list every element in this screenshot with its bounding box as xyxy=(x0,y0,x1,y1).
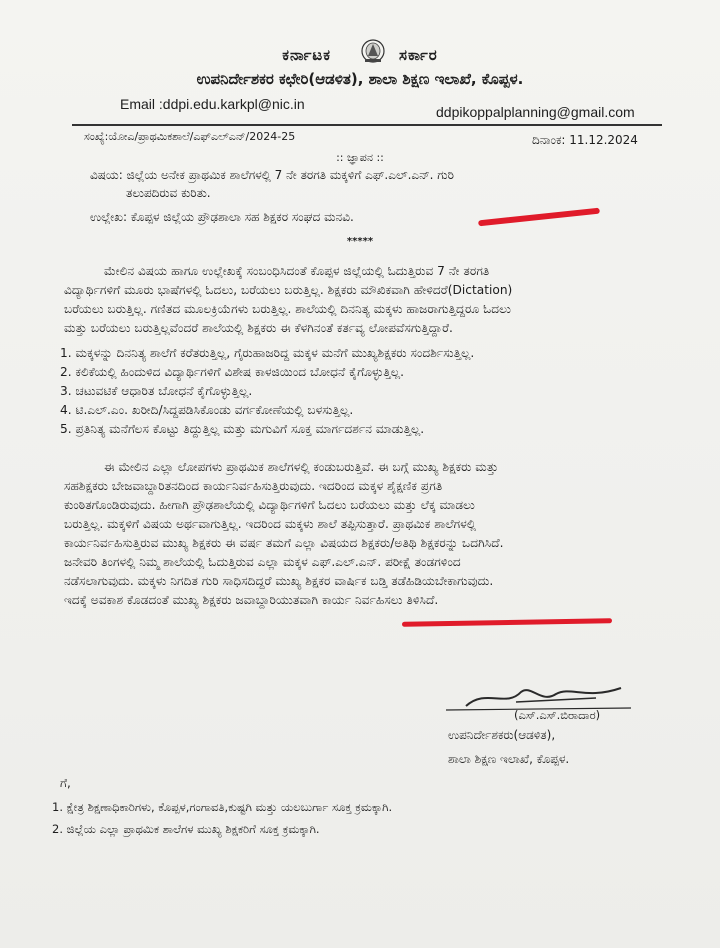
paragraph-line: ಇದಕ್ಕೆ ಅವಕಾಶ ಕೊಡದಂತೆ ಮುಖ್ಯ ಶಿಕ್ಷಕರು ಜವಾಬ್ದಾರಿಯುತವಾಗಿ ಕಾರ್ಯ ನಿರ್ವಹಿಸಲು ತಿಳಿಸಿದೆ. xyxy=(64,593,439,607)
copy-to-item: 2. ಜಿಲ್ಲೆಯ ಎಲ್ಲಾ ಪ್ರಾಥಮಿಕ ಶಾಲೆಗಳ ಮುಖ್ಯ ಶಿಕ್ಷಕರಿಗೆ ಸೂಕ್ತ ಕ್ರಮಕ್ಕಾಗಿ. xyxy=(52,822,320,836)
list-item: 4. ಟಿ.ಎಲ್.ಎಂ. ಖರೀದಿ/ಸಿದ್ದಪಡಿಸಿಕೊಂಡು ವರ್ಗಕೋಣೆಯಲ್ಲಿ ಬಳಸುತ್ತಿಲ್ಲ. xyxy=(60,403,354,417)
paragraph-line: ಕಾರ್ಯನಿರ್ವಹಿಸುತ್ತಿರುವ ಮುಖ್ಯ ಶಿಕ್ಷಕರು ಈ ವರ್ಷ ತಮಗೆ ಎಲ್ಲಾ ವಿಷಯದ ಶಿಕ್ಷಕರು/ಅತಿಥಿ ಶಿಕ್ಷಕರನ್ನು ಒದಗಿಸಿದೆ. xyxy=(64,536,504,550)
document-date: ದಿನಾಂಕ: 11.12.2024 xyxy=(532,133,638,147)
red-underline-mark xyxy=(402,618,612,627)
paragraph-line: ಜನೇವರಿ ತಿಂಗಳಲ್ಲಿ ನಿಮ್ಮ ಶಾಲೆಯಲ್ಲಿ ಓದುತ್ತಿರುವ ಎಲ್ಲಾ ಮಕ್ಕಳ ಎಫ್.ಎಲ್.ಎನ್. ಪರೀಕ್ಷೆ ತಂಡಗಳಿಂದ xyxy=(64,555,461,569)
paragraph-line: ಬರುತ್ತಿಲ್ಲ. ಮಕ್ಕಳಿಗೆ ವಿಷಯ ಅರ್ಥವಾಗುತ್ತಿಲ್ಲ. ಇದರಿಂದ ಮಕ್ಕಳು ಶಾಲೆ ತಪ್ಪಿಸುತ್ತಾರೆ. ಪ್ರಾಥಮಿಕ ಶಾಲೆಗಳಲ್ಲಿ xyxy=(64,517,477,531)
list-item: 5. ಪ್ರತಿನಿತ್ಯ ಮನೆಗೆಲಸ ಕೊಟ್ಟು ತಿದ್ದುತ್ತಿಲ್ಲ ಮತ್ತು ಮಗುವಿಗೆ ಸೂಕ್ತ ಮಾರ್ಗದರ್ಶನ ಮಾಡುತ್ತಿಲ್ಲ. xyxy=(60,422,425,436)
copy-to-item: 1. ಕ್ಷೇತ್ರ ಶಿಕ್ಷಣಾಧಿಕಾರಿಗಳು, ಕೊಪ್ಪಳ,ಗಂಗಾವತಿ,ಕುಷ್ಟಗಿ ಮತ್ತು ಯಲಬುರ್ಗಾ ಸೂಕ್ತ ಕ್ರಮಕ್ಕಾಗಿ. xyxy=(52,800,393,814)
list-item: 1. ಮಕ್ಕಳನ್ನು ದಿನನಿತ್ಯ ಶಾಲೆಗೆ ಕರೆತರುತ್ತಿಲ್ಲ, ಗೈರುಹಾಜರಿದ್ದ ಮಕ್ಕಳ ಮನೆಗೆ ಮುಖ್ಯಶಿಕ್ಷಕರು ಸಂದರ್ಶಿಸುತ್ತಿಲ್ಲ. xyxy=(60,346,475,360)
paragraph-line: ಈ ಮೇಲಿನ ಎಲ್ಲಾ ಲೋಪಗಳು ಪ್ರಾಥಮಿಕ ಶಾಲೆಗಳಲ್ಲಿ ಕಂಡುಬರುತ್ತಿವೆ. ಈ ಬಗ್ಗೆ ಮುಖ್ಯ ಶಿಕ್ಷಕರು ಮತ್ತು xyxy=(104,460,499,474)
paragraph-line: ಸಹಶಿಕ್ಷಕರು ಬೇಜವಾಬ್ದಾರಿತನದಿಂದ ಕಾರ್ಯನಿರ್ವಹಿಸುತ್ತಿರುವುದು. ಇದರಿಂದ ಮಕ್ಕಳ ಶೈಕ್ಷಣಿಕ ಪ್ರಗತಿ xyxy=(64,479,443,493)
paragraph-main xyxy=(64,458,674,610)
signatory-name: (ಎಸ್.ಎಸ್.ಬಿರಾದಾರ) xyxy=(514,708,601,722)
header-divider xyxy=(72,124,662,126)
copy-to-label: ಗೆ, xyxy=(60,776,71,790)
email-planning: ddpikoppalplanning@gmail.com xyxy=(436,104,635,120)
reference-line: ಉಲ್ಲೇಖ: ಕೊಪ್ಪಳ ಜಿಲ್ಲೆಯ ಪ್ರೌಢಶಾಲಾ ಸಹ ಶಿಕ್ಷಕರ ಸಂಘದ ಮನವಿ. xyxy=(90,210,354,224)
memo-heading: :: ಜ್ಞಾಪನ :: xyxy=(336,151,384,164)
paragraph-intro xyxy=(64,262,674,338)
sarkara-label: ಸರ್ಕಾರ xyxy=(398,46,438,64)
signatory-department: ಶಾಲಾ ಶಿಕ್ಷಣ ಇಲಾಖೆ, ಕೊಪ್ಪಳ. xyxy=(448,752,570,766)
email-official: Email :ddpi.edu.karkpl@nic.in xyxy=(120,96,305,112)
signatory-designation: ಉಪನಿರ್ದೇಶಕರು(ಆಡಳಿತ), xyxy=(448,728,556,742)
red-highlight-mark xyxy=(478,208,600,227)
paragraph-line: ವಿದ್ಯಾರ್ಥಿಗಳಿಗೆ ಮೂರು ಭಾಷೆಗಳಲ್ಲಿ ಓದಲು, ಬರೆಯಲು ಬರುತ್ತಿಲ್ಲ. ಶಿಕ್ಷಕರು ಮೌಖಿಕವಾಗಿ ಹೇಳಿದರೆ(Dictation) xyxy=(64,283,513,297)
paragraph-line: ಕುಂಠಿತಗೊಂಡಿರುವುದು. ಹೀಗಾಗಿ ಪ್ರೌಢಶಾಲೆಯಲ್ಲಿ ವಿದ್ಯಾರ್ಥಿಗಳಿಗೆ ಓದಲು ಬರೆಯಲು ಮತ್ತು ಲೆಕ್ಕ ಮಾಡಲು xyxy=(64,498,475,512)
subject-line-2: ತಲುಪದಿರುವ ಕುರಿತು. xyxy=(126,186,211,200)
list-item: 3. ಚಟುವಟಿಕೆ ಆಧಾರಿತ ಬೋಧನೆ ಕೈಗೊಳ್ಳುತ್ತಿಲ್ಲ. xyxy=(60,384,253,398)
paragraph-line: ಮೇಲಿನ ವಿಷಯ ಹಾಗೂ ಉಲ್ಲೇಖಕ್ಕೆ ಸಂಬಂಧಿಸಿದಂತೆ ಕೊಪ್ಪಳ ಜಿಲ್ಲೆಯಲ್ಲಿ ಓದುತ್ತಿರುವ 7 ನೇ ತರಗತಿ xyxy=(104,264,490,278)
paragraph-line: ಬರೆಯಲು ಬರುತ್ತಿಲ್ಲ. ಗಣಿತದ ಮೂಲಕ್ರಿಯೆಗಳು ಬರುತ್ತಿಲ್ಲ. ಶಾಲೆಯಲ್ಲಿ ದಿನನಿತ್ಯ ಮಕ್ಕಳು ಹಾಜರಾಗುತ್ತಿದ್ದರೂ ಓದಲು xyxy=(64,302,511,316)
paragraph-line: ಮತ್ತು ಬರೆಯಲು ಬರುತ್ತಿಲ್ಲವೆಂದರೆ ಶಾಲೆಯಲ್ಲಿ ಶಿಕ್ಷಕರು ಈ ಕೆಳಗಿನಂತೆ ಕರ್ತವ್ಯ ಲೋಪವೆಸಗುತ್ತಿದ್ದಾರೆ. xyxy=(64,321,453,335)
state-emblem-icon xyxy=(358,38,388,64)
lapses-list xyxy=(60,344,670,439)
reference-number: ಸಂಖ್ಯೆ:ಯೋಎ/ಪ್ರಾಥಮಿಕಶಾಲೆ/ಎಫ್ಎಲ್ಎನ್/2024-25 xyxy=(84,130,296,143)
paragraph-line: ನಡೆಸಲಾಗುವುದು. ಮಕ್ಕಳು ನಿಗದಿತ ಗುರಿ ಸಾಧಿಸದಿದ್ದರೆ ಮುಖ್ಯ ಶಿಕ್ಷಕರ ವಾರ್ಷಿಕ ಬಡ್ತಿ ತಡೆಹಿಡಿಯಬೇಕಾಗುವುದು. xyxy=(64,574,494,588)
separator-stars: ***** xyxy=(346,236,374,247)
karnataka-label: ಕರ್ನಾಟಕ xyxy=(282,46,331,64)
office-title: ಉಪನಿರ್ದೇಶಕರ ಕಛೇರಿ(ಆಡಳಿತ), ಶಾಲಾ ಶಿಕ್ಷಣ ಇಲಾಖೆ, ಕೊಪ್ಪಳ. xyxy=(196,70,524,88)
subject-line-1: ವಿಷಯ: ಜಿಲ್ಲೆಯ ಅನೇಕ ಪ್ರಾಥಮಿಕ ಶಾಲೆಗಳಲ್ಲಿ 7 ನೇ ತರಗತಿ ಮಕ್ಕಳಿಗೆ ಎಫ್.ಎಲ್.ಎನ್. ಗುರಿ xyxy=(90,168,454,182)
list-item: 2. ಕಲಿಕೆಯಲ್ಲಿ ಹಿಂದುಳಿದ ವಿದ್ಯಾರ್ಥಿಗಳಿಗೆ ವಿಶೇಷ ಕಾಳಜಿಯಿಂದ ಬೋಧನೆ ಕೈಗೊಳ್ಳುತ್ತಿಲ್ಲ. xyxy=(60,365,404,379)
